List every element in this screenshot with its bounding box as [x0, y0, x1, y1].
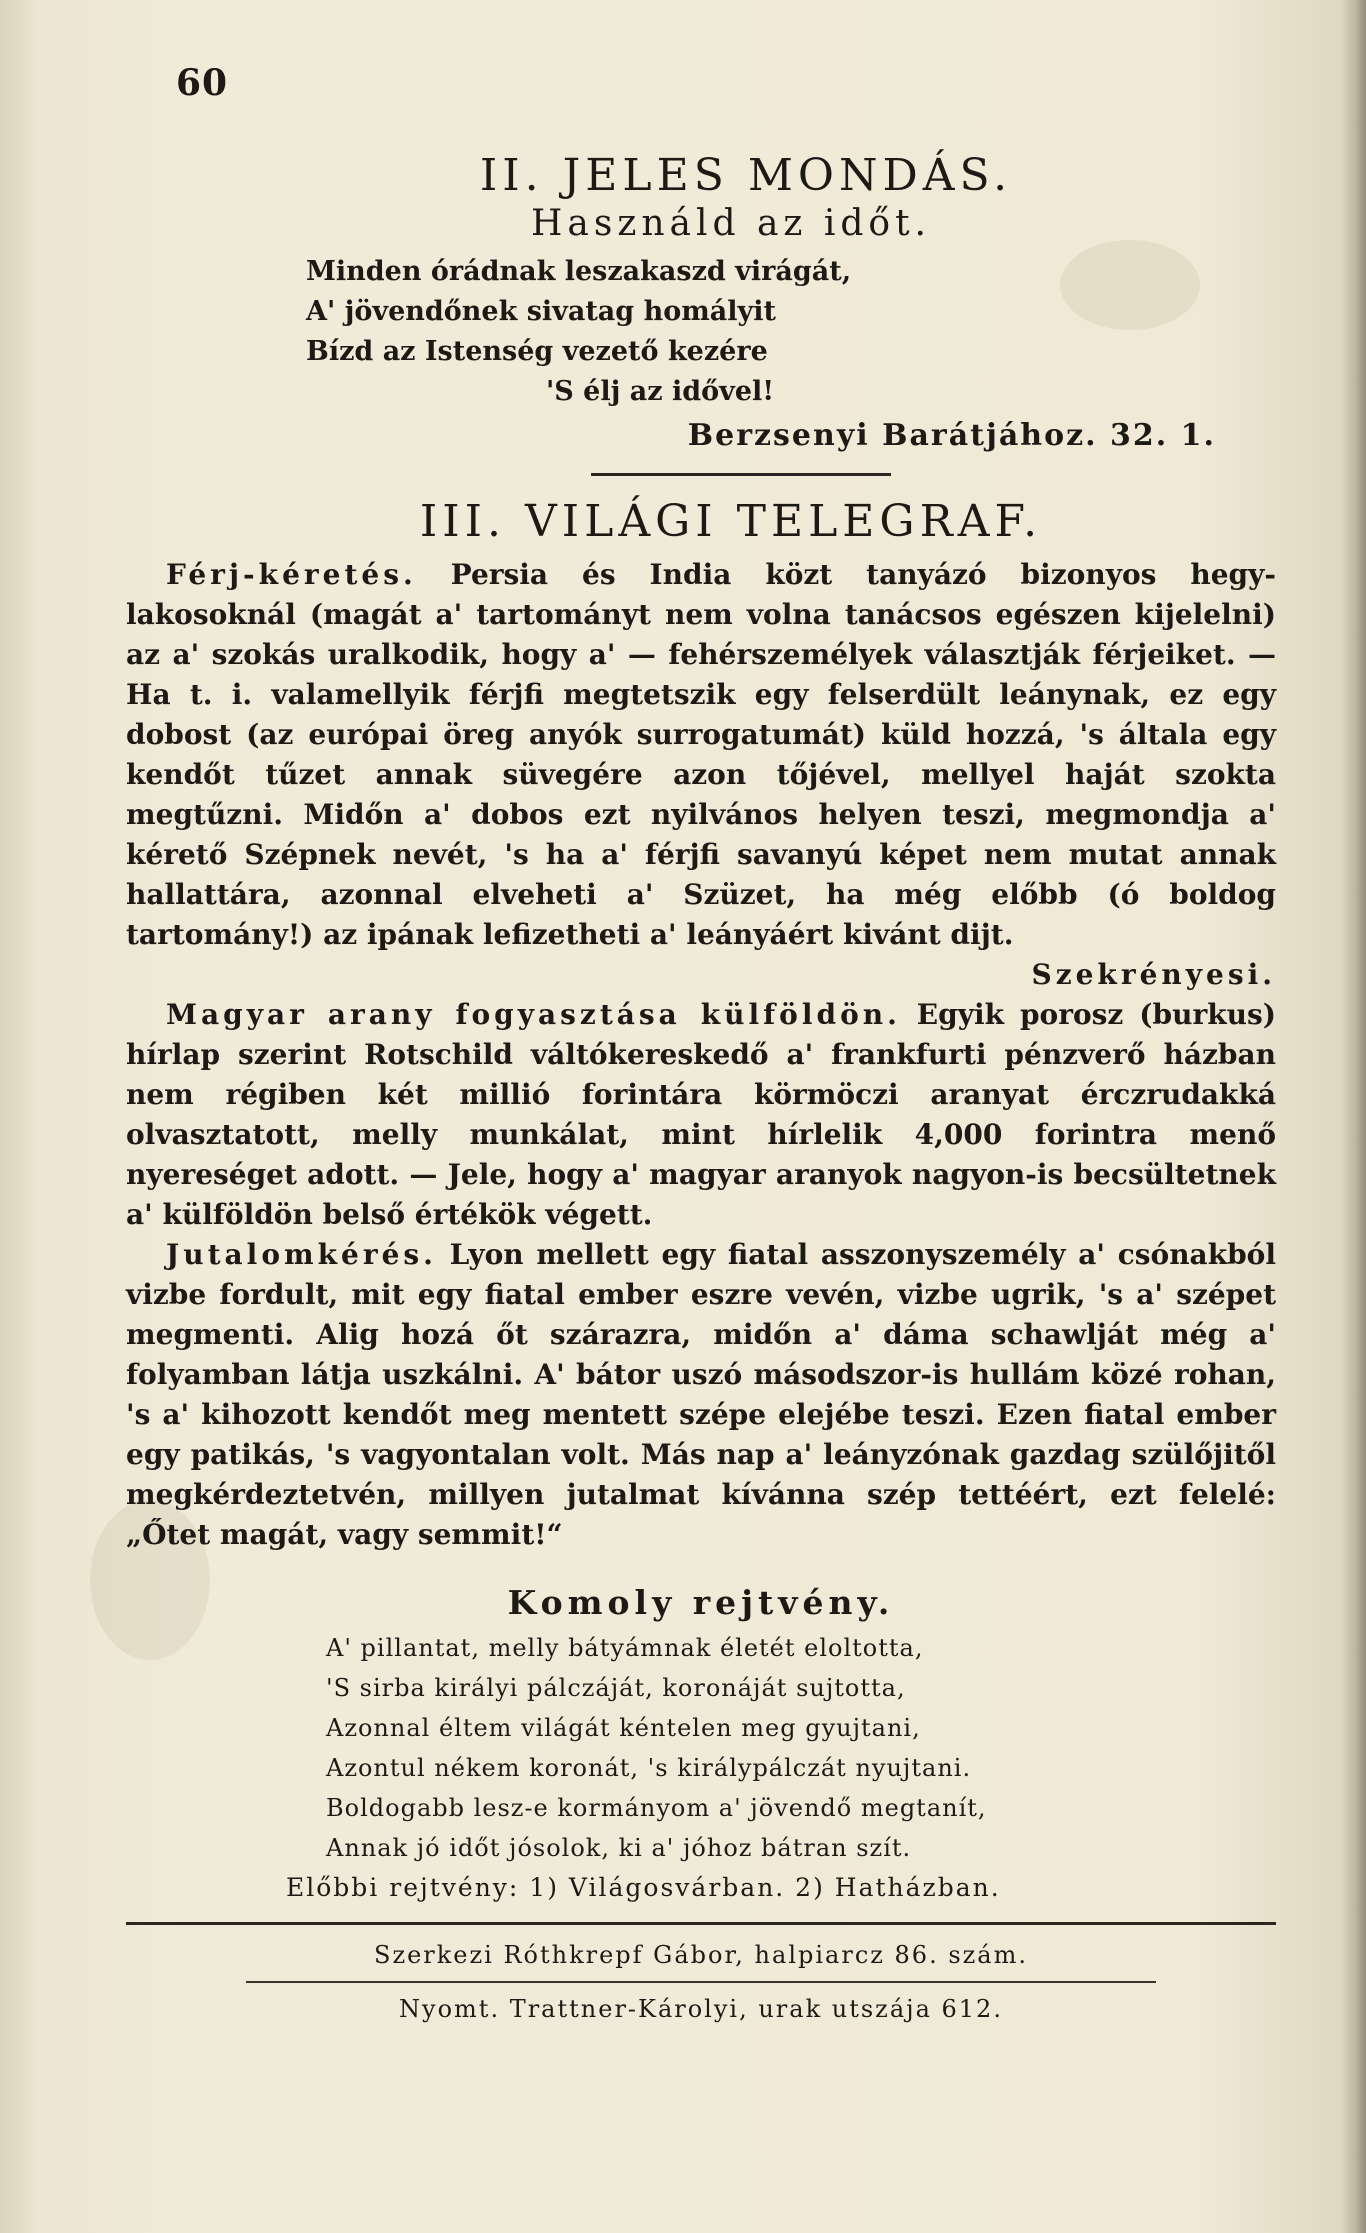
- article-author: Szekrényesi.: [1031, 958, 1276, 991]
- article-title: Magyar arany fogyasztása külföldön.: [166, 998, 901, 1031]
- puzzle-line: Azonnal éltem világát kéntelen meg gyujtani,: [326, 1714, 921, 1742]
- poem-line: Minden órádnak leszakaszd virágát,: [306, 256, 852, 287]
- page-number: 60: [176, 62, 229, 104]
- page-content: [126, 150, 1276, 2029]
- page-edge-shadow: [1340, 0, 1366, 2233]
- article-jutalomkeres: [126, 1235, 1276, 1555]
- puzzle-line: A' pillantat, melly bátyámnak életét eloltotta,: [326, 1634, 924, 1662]
- section-heading-jeles-mondas: II. JELES MONDÁS.: [479, 150, 1013, 201]
- article-body: Egyik porosz (burkus) hírlap szerint Rotschild váltókereskedő a' frankfurti pénzverő házban nem régiben két millió forintára körmöczi aranyat érczrudakká olvasztatott, melly munkálat, mint hírlelik 4,000 forintra menő nyereséget adott. — Jele, hogy a' magyar aranyok nagyon-is becsültetnek a' külföldön belső értékök végett.: [126, 998, 1276, 1231]
- poem-attribution: Berzsenyi Barátjához. 32. 1.: [687, 418, 1216, 453]
- puzzle-title: Komoly rejtvény.: [507, 1583, 895, 1622]
- poem-line: Bízd az Istenség vezető kezére: [306, 336, 768, 367]
- section-subheading: Használd az időt.: [531, 203, 931, 244]
- article-title: Jutalomkérés.: [166, 1238, 437, 1271]
- puzzle-line: Annak jó időt jósolok, ki a' jóhoz bátran szít.: [326, 1834, 912, 1862]
- footer-rule-thin: [246, 1981, 1156, 1983]
- previous-puzzle-answer: Előbbi rejtvény: 1) Világosvárban. 2) Hatházban.: [286, 1873, 1001, 1902]
- puzzle-line: Azontul nékem koronát, 's királypálczát nyujtani.: [326, 1754, 972, 1782]
- poem-line: A' jövendőnek sivatag homályit: [306, 296, 776, 327]
- section-divider: [591, 473, 891, 476]
- article-body: Persia és India közt tanyázó bizonyos hegy-lakosoknál (magát a' tartományt nem volna tanácsos egészen kijelelni) az a' szokás uralkodik, hogy a' — fehérszemélyek választják férjeiket. — Ha t. i. valamellyik férjfi megtetszik egy felserdült leánynak, ez egy dobost (az európai öreg anyók surrogatumát) küld hozzá, 's általa egy kendőt tűzet annak süvegére azon tőjével, mellyel haját szokta megtűzni. Midőn a' dobos ezt nyilvános helyen teszi, megmondja a' kérető Szépnek nevét, 's ha a' férjfi savanyú képet nem mutat annak hallattára, azonnal elveheti a' Szüzet, ha még előbb (ó boldog tartomány!) az ipának lefizetheti a' leányáért kivánt dijt.: [126, 558, 1276, 951]
- article-magyar-arany: [126, 995, 1276, 1235]
- section-heading-vilagi-telegraf: III. VILÁGI TELEGRAF.: [419, 496, 1043, 547]
- puzzle-line: 'S sirba királyi pálczáját, koronáját sujtotta,: [326, 1674, 906, 1702]
- editor-line: Szerkezi Róthkrepf Gábor, halpiarcz 86. szám.: [374, 1941, 1028, 1969]
- article-body: Lyon mellett egy fiatal asszonyszemély a' csónakból vizbe fordult, mit egy fiatal ember eszre vevén, vizbe ugrik, 's a' szépet megmenti. Alig hozá őt szárazra, midőn a' dáma schawlját még a' folyamban látja uszkálni. A' bátor uszó másodszor-is hullám közé rohan, 's a' kihozott kendőt meg mentett szépe elejébe teszi. Ezen fiatal ember egy patikás, 's vagyontalan volt. Más nap a' leányzónak gazdag szülőjitől megkérdeztetvén, millyen jutalmat kívánna szép tettéért, ezt felelé: „Őtet magát, vagy semmit!“: [126, 1238, 1276, 1551]
- article-ferj-keretes: [126, 555, 1276, 955]
- puzzle-verse: [326, 1628, 1276, 1868]
- article-title: Férj-kéretés.: [166, 558, 417, 591]
- motto-poem: [306, 252, 1276, 412]
- printer-line: Nyomt. Trattner-Károlyi, urak utszája 612.: [399, 1995, 1003, 2023]
- puzzle-line: Boldogabb lesz-e kormányom a' jövendő megtanít,: [326, 1794, 987, 1822]
- poem-line: 'S élj az idővel!: [546, 376, 775, 407]
- footer-rule: [126, 1922, 1276, 1925]
